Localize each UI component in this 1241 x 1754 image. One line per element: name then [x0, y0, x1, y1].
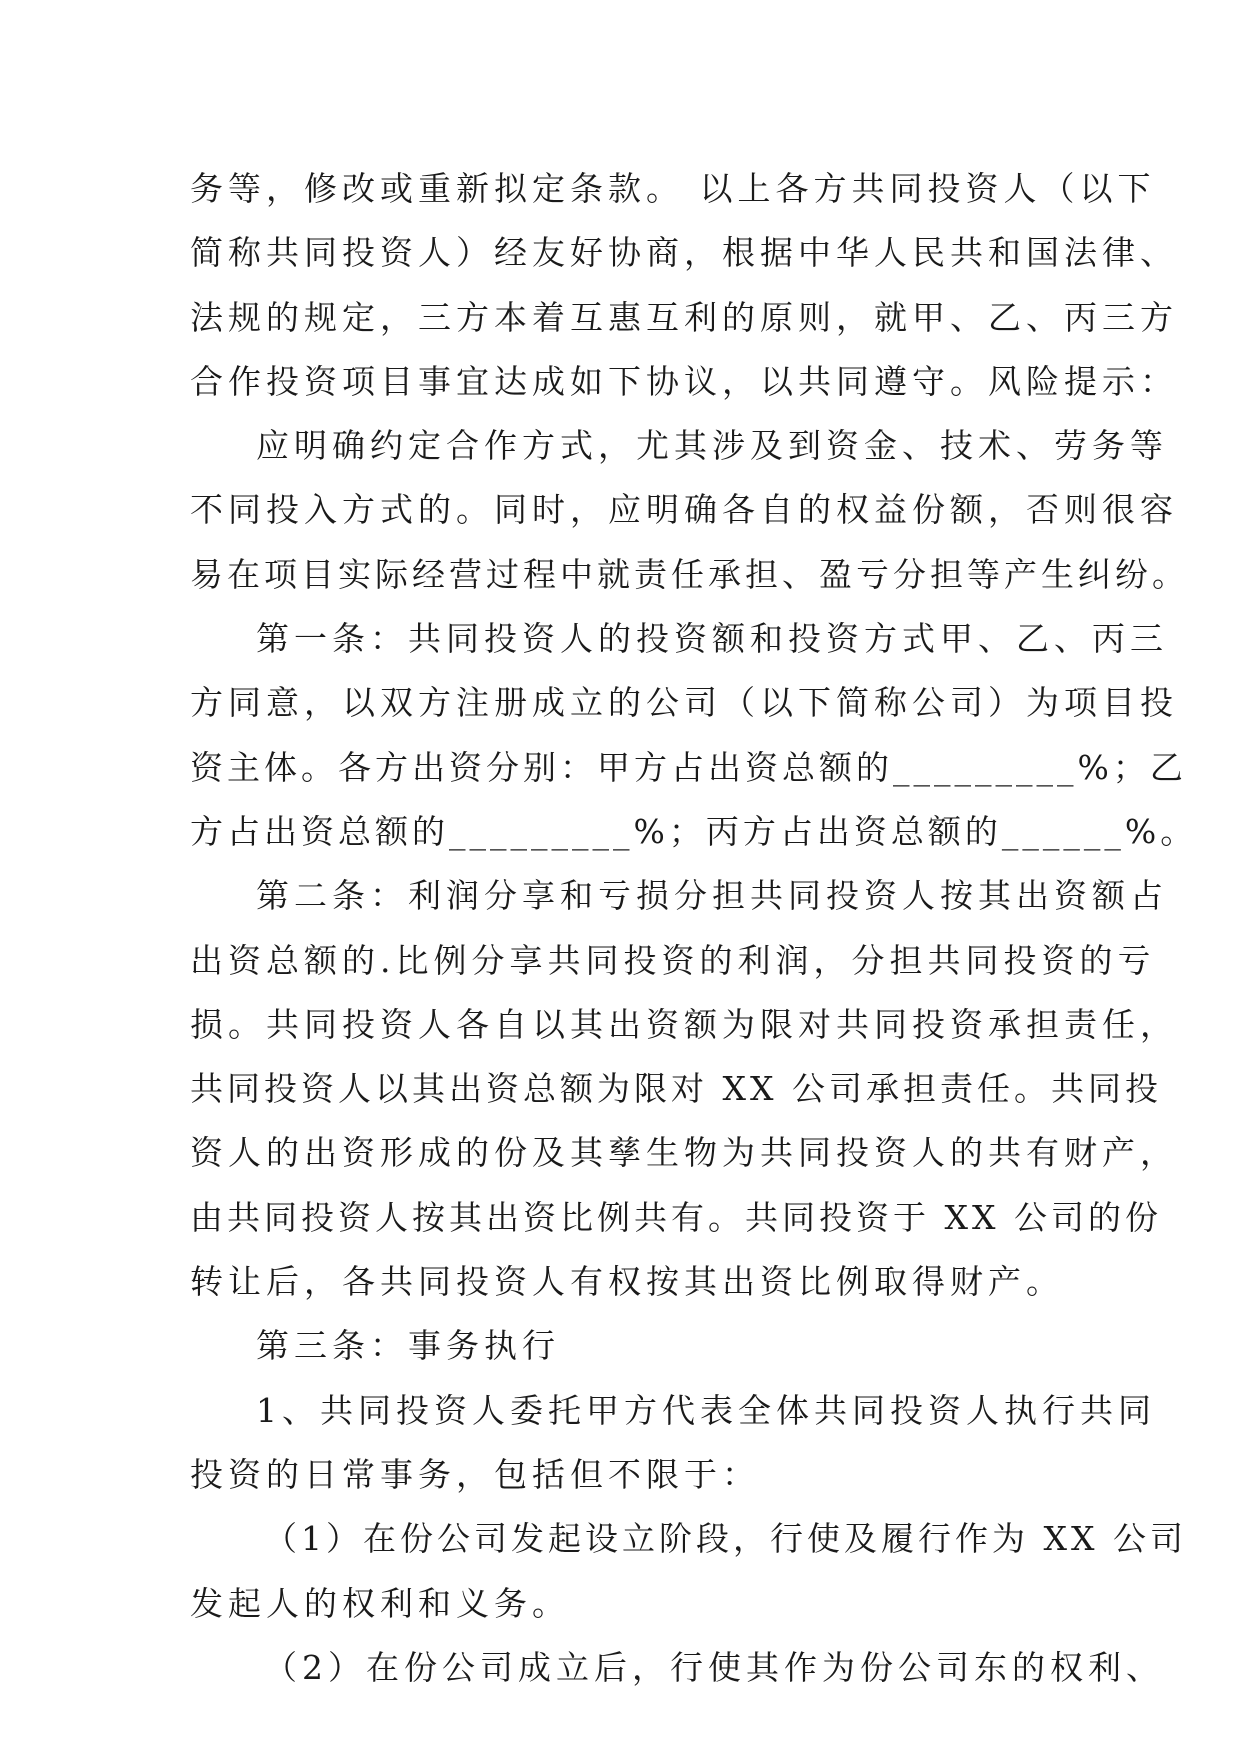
document-body [190, 157, 1198, 1700]
sub-clause-1-line: （1）在份公司发起设立阶段，行使及履行作为 XX 公司 [264, 1519, 1187, 1559]
text-line: 转让后，各共同投资人有权按其出资比例取得财产。 [190, 1262, 1064, 1302]
text-line: 共同投资人以其出资总额为限对 XX 公司承担责任。共同投 [190, 1069, 1162, 1109]
text-line: 合作投资项目事宜达成如下协议，以共同遵守。风险提示： [190, 361, 1178, 401]
risk-note-line: 应明确约定合作方式，尤其涉及到资金、技术、劳务等 [256, 426, 1168, 466]
article-1-heading-line: 第一条：共同投资人的投资额和投资方式甲、乙、丙三 [256, 619, 1168, 659]
article-2-heading-line: 第二条：利润分享和亏损分担共同投资人按其出资额占 [256, 876, 1168, 916]
text-line: 易在项目实际经营过程中就责任承担、盈亏分担等产生纠纷。 [190, 554, 1189, 594]
article-3-heading: 第三条：事务执行 [256, 1326, 560, 1366]
text-line: 务等，修改或重新拟定条款。 以上各方共同投资人（以下 [190, 169, 1156, 208]
text-line: 发起人的权利和义务。 [190, 1583, 570, 1623]
text-line: 不同投入方式的。同时，应明确各自的权益份额，否则很容 [190, 490, 1178, 530]
text-line: 方同意，以双方注册成立的公司（以下简称公司）为项目投 [190, 683, 1178, 723]
text-line: 损。共同投资人各自以其出资额为限对共同投资承担责任， [190, 1004, 1178, 1044]
clause-1-line: 1、共同投资人委托甲方代表全体共同投资人执行共同 [256, 1390, 1156, 1430]
text-line: 投资的日常事务，包括但不限于： [190, 1454, 760, 1494]
text-line: 由共同投资人按其出资比例共有。共同投资于 XX 公司的份 [190, 1197, 1162, 1237]
text-line: 方占出资总额的_________%；丙方占出资总额的______%。 [190, 811, 1198, 851]
text-line: 出资总额的.比例分享共同投资的利润，分担共同投资的亏 [190, 940, 1156, 980]
text-line: 资主体。各方出资分别：甲方占出资总额的_________%；乙 [190, 747, 1187, 787]
sub-clause-2-line: （2）在份公司成立后，行使其作为份公司东的权利、 [264, 1647, 1164, 1687]
text-line: 法规的规定，三方本着互惠互利的原则，就甲、乙、丙三方 [190, 297, 1178, 337]
text-line: 资人的出资形成的份及其孳生物为共同投资人的共有财产， [190, 1133, 1178, 1173]
text-line: 简称共同投资人）经友好协商，根据中华人民共和国法律、 [190, 233, 1178, 273]
